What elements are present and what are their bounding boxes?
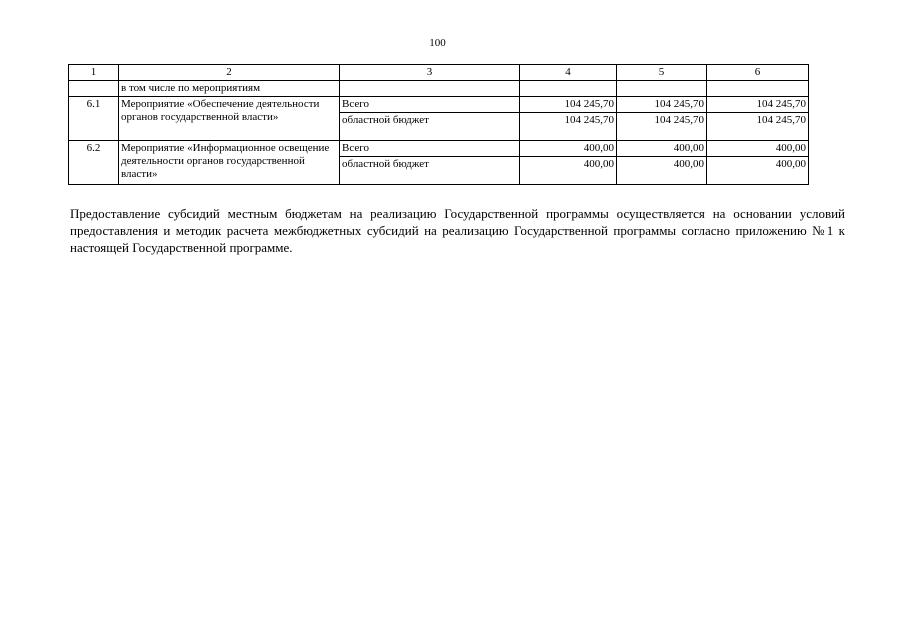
budget-table	[68, 64, 809, 185]
table-row	[69, 97, 809, 113]
value-cell: 104 245,70	[707, 97, 809, 113]
row-number-cell: 6.2	[69, 141, 119, 185]
empty-cell	[617, 81, 707, 97]
value-cell: 400,00	[617, 157, 707, 185]
value-cell: 104 245,70	[617, 113, 707, 141]
row-number-cell: 6.1	[69, 97, 119, 141]
funding-source-cell: областной бюджет	[340, 113, 520, 141]
page-number: 100	[429, 37, 446, 49]
empty-cell	[340, 81, 520, 97]
funding-source-cell: Всего	[340, 141, 520, 157]
value-cell: 104 245,70	[617, 97, 707, 113]
header-cell: 1	[69, 65, 119, 81]
funding-source-cell: областной бюджет	[340, 157, 520, 185]
header-cell: 6	[707, 65, 809, 81]
value-cell: 400,00	[707, 141, 809, 157]
empty-cell	[520, 81, 617, 97]
subheader-cell: в том числе по мероприятиям	[119, 81, 340, 97]
body-paragraph: Предоставление субсидий местным бюджетам на реализацию Государственной программы осуществляется на основании условий предоставления и методик расчета межбюджетных субсидий на реализацию Государственной программы согласно приложению №1 к настоящей Государственной программе.	[70, 206, 845, 255]
measure-name-cell: Мероприятие «Обеспечение деятельности органов государственной власти»	[119, 97, 340, 141]
table-subheader-row	[69, 81, 809, 97]
empty-cell	[707, 81, 809, 97]
value-cell: 400,00	[520, 157, 617, 185]
value-cell: 104 245,70	[520, 97, 617, 113]
header-cell: 2	[119, 65, 340, 81]
value-cell: 400,00	[520, 141, 617, 157]
header-cell: 5	[617, 65, 707, 81]
table-row	[69, 141, 809, 157]
table-header-row	[69, 65, 809, 81]
header-cell: 4	[520, 65, 617, 81]
funding-source-cell: Всего	[340, 97, 520, 113]
value-cell: 400,00	[617, 141, 707, 157]
measure-name-cell: Мероприятие «Информационное освещение деятельности органов государственной власти»	[119, 141, 340, 185]
value-cell: 400,00	[707, 157, 809, 185]
header-cell: 3	[340, 65, 520, 81]
value-cell: 104 245,70	[520, 113, 617, 141]
empty-cell	[69, 81, 119, 97]
value-cell: 104 245,70	[707, 113, 809, 141]
